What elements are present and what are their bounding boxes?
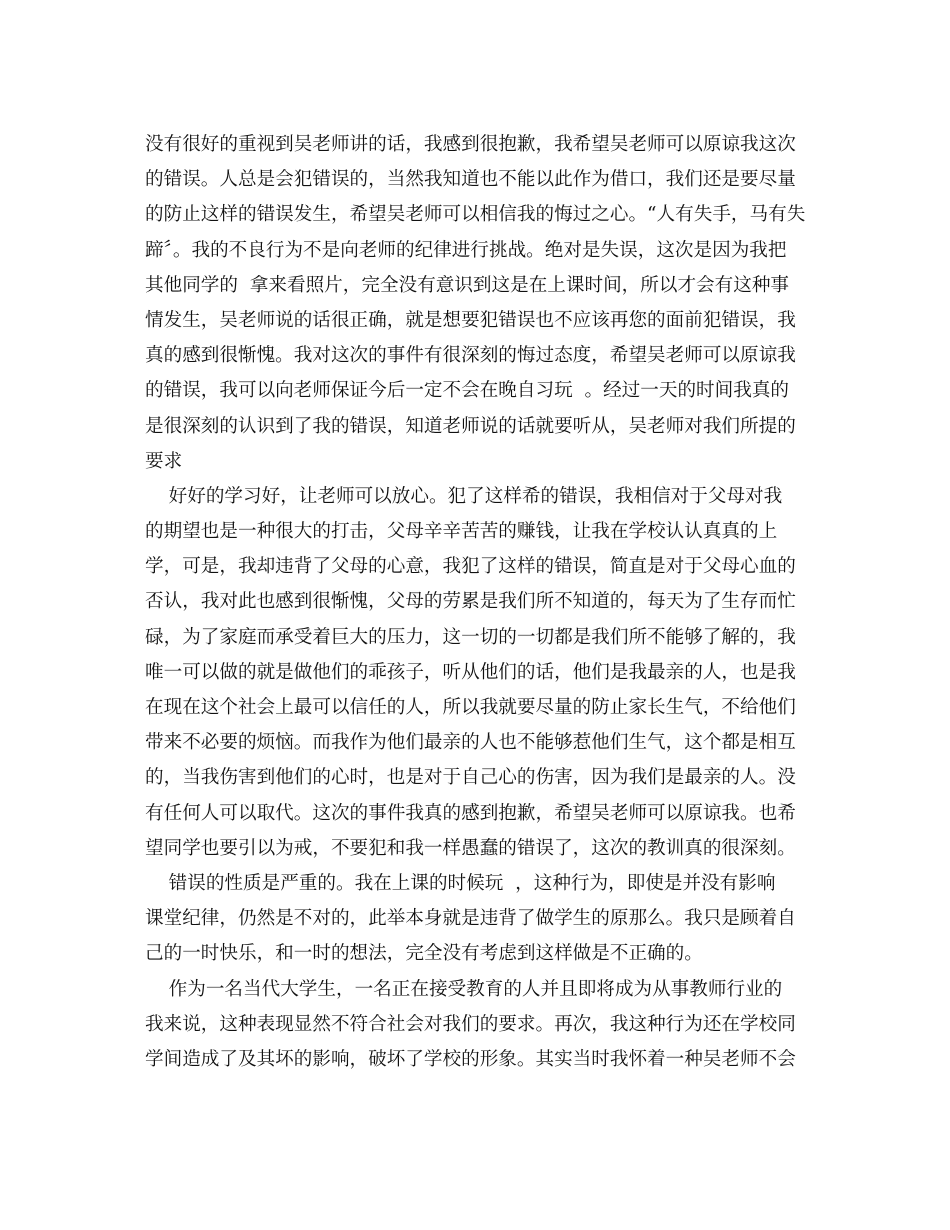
text-line: 错误的性质是严重的。我在上课的时候玩 ，这种行为，即使是并没有影响 bbox=[145, 872, 776, 894]
text-line: 好好的学习好，让老师可以放心。犯了这样希的错误，我相信对于父母对我 bbox=[145, 485, 783, 507]
text-line: 真的感到很惭愧。我对这次的事件有很深刻的悔过态度，希望吴老师可以原谅我 bbox=[145, 345, 796, 367]
text-line: 的，当我伤害到他们的心时，也是对于自己心的伤害，因为我们是最亲的人。没 bbox=[145, 767, 796, 789]
text-line: 碌，为了家庭而承受着巨大的压力，这一切的一切都是我们所不能够了解的，我 bbox=[145, 626, 796, 648]
text-line: 是很深刻的认识到了我的错误，知道老师说的话就要听从，吴老师对我们所提的 bbox=[145, 415, 796, 437]
text-line: 的期望也是一种很大的打击，父母辛辛苦苦的赚钱，让我在学校认认真真的上 bbox=[145, 521, 778, 543]
document-body bbox=[145, 127, 805, 1077]
text-line: 要求 bbox=[145, 450, 183, 472]
text-line: 课堂纪律，仍然是不对的，此举本身就是违背了做学生的原那么。我只是顾着自 bbox=[145, 908, 796, 930]
text-line: 唯一可以做的就是做他们的乖孩子，听从他们的话，他们是我最亲的人，也是我 bbox=[145, 661, 796, 683]
text-line: 作为一名当代大学生，一名正在接受教育的人并且即将成为从事教师行业的 bbox=[145, 978, 783, 1000]
text-line: 蹄〞。我的不良行为不是向老师的纪律进行挑战。绝对是失误，这次是因为我把 bbox=[145, 239, 787, 261]
text-line: 望同学也要引以为戒，不要犯和我一样愚蠢的错误了，这次的教训真的很深刻。 bbox=[145, 837, 796, 859]
text-line: 学，可是，我却违背了父母的心意，我犯了这样的错误，简直是对于父母心血的 bbox=[145, 556, 796, 578]
text-line: 的错误。人总是会犯错误的，当然我知道也不能以此作为借口，我们还是要尽量 bbox=[145, 169, 796, 191]
text-line: 我来说，这种表现显然不符合社会对我们的要求。再次，我这种行为还在学校同 bbox=[145, 1013, 796, 1035]
text-line: 学间造成了及其坏的影响，破坏了学校的形象。其实当时我怀着一种吴老师不会 bbox=[145, 1048, 796, 1070]
text-line: 有任何人可以取代。这次的事件我真的感到抱歉，希望吴老师可以原谅我。也希 bbox=[145, 802, 796, 824]
text-line: 的错误，我可以向老师保证今后一定不会在晚自习玩 。经过一天的时间我真的 bbox=[145, 380, 790, 402]
text-line: 的防止这样的错误发生，希望吴老师可以相信我的悔过之心。“人有失手，马有失 bbox=[145, 204, 806, 226]
text-line: 其他同学的 拿来看照片，完全没有意识到这是在上课时间，所以才会有这种事 bbox=[145, 274, 790, 296]
text-line: 没有很好的重视到吴老师讲的话，我感到很抱歉，我希望吴老师可以原谅我这次 bbox=[145, 134, 796, 155]
text-line: 否认，我对此也感到很惭愧，父母的劳累是我们所不知道的，每天为了生存而忙 bbox=[145, 591, 796, 613]
text-line: 情发生，吴老师说的话很正确，就是想要犯错误也不应该再您的面前犯错误，我 bbox=[145, 309, 796, 331]
text-line: 己的一时快乐，和一时的想法，完全没有考虑到这样做是不正确的。 bbox=[145, 943, 703, 965]
text-line: 带来不必要的烦恼。而我作为他们最亲的人也不能够惹他们生气，这个都是相互 bbox=[145, 732, 796, 754]
text-line: 在现在这个社会上最可以信任的人，所以我就要尽量的防止家长生气，不给他们 bbox=[145, 697, 796, 718]
